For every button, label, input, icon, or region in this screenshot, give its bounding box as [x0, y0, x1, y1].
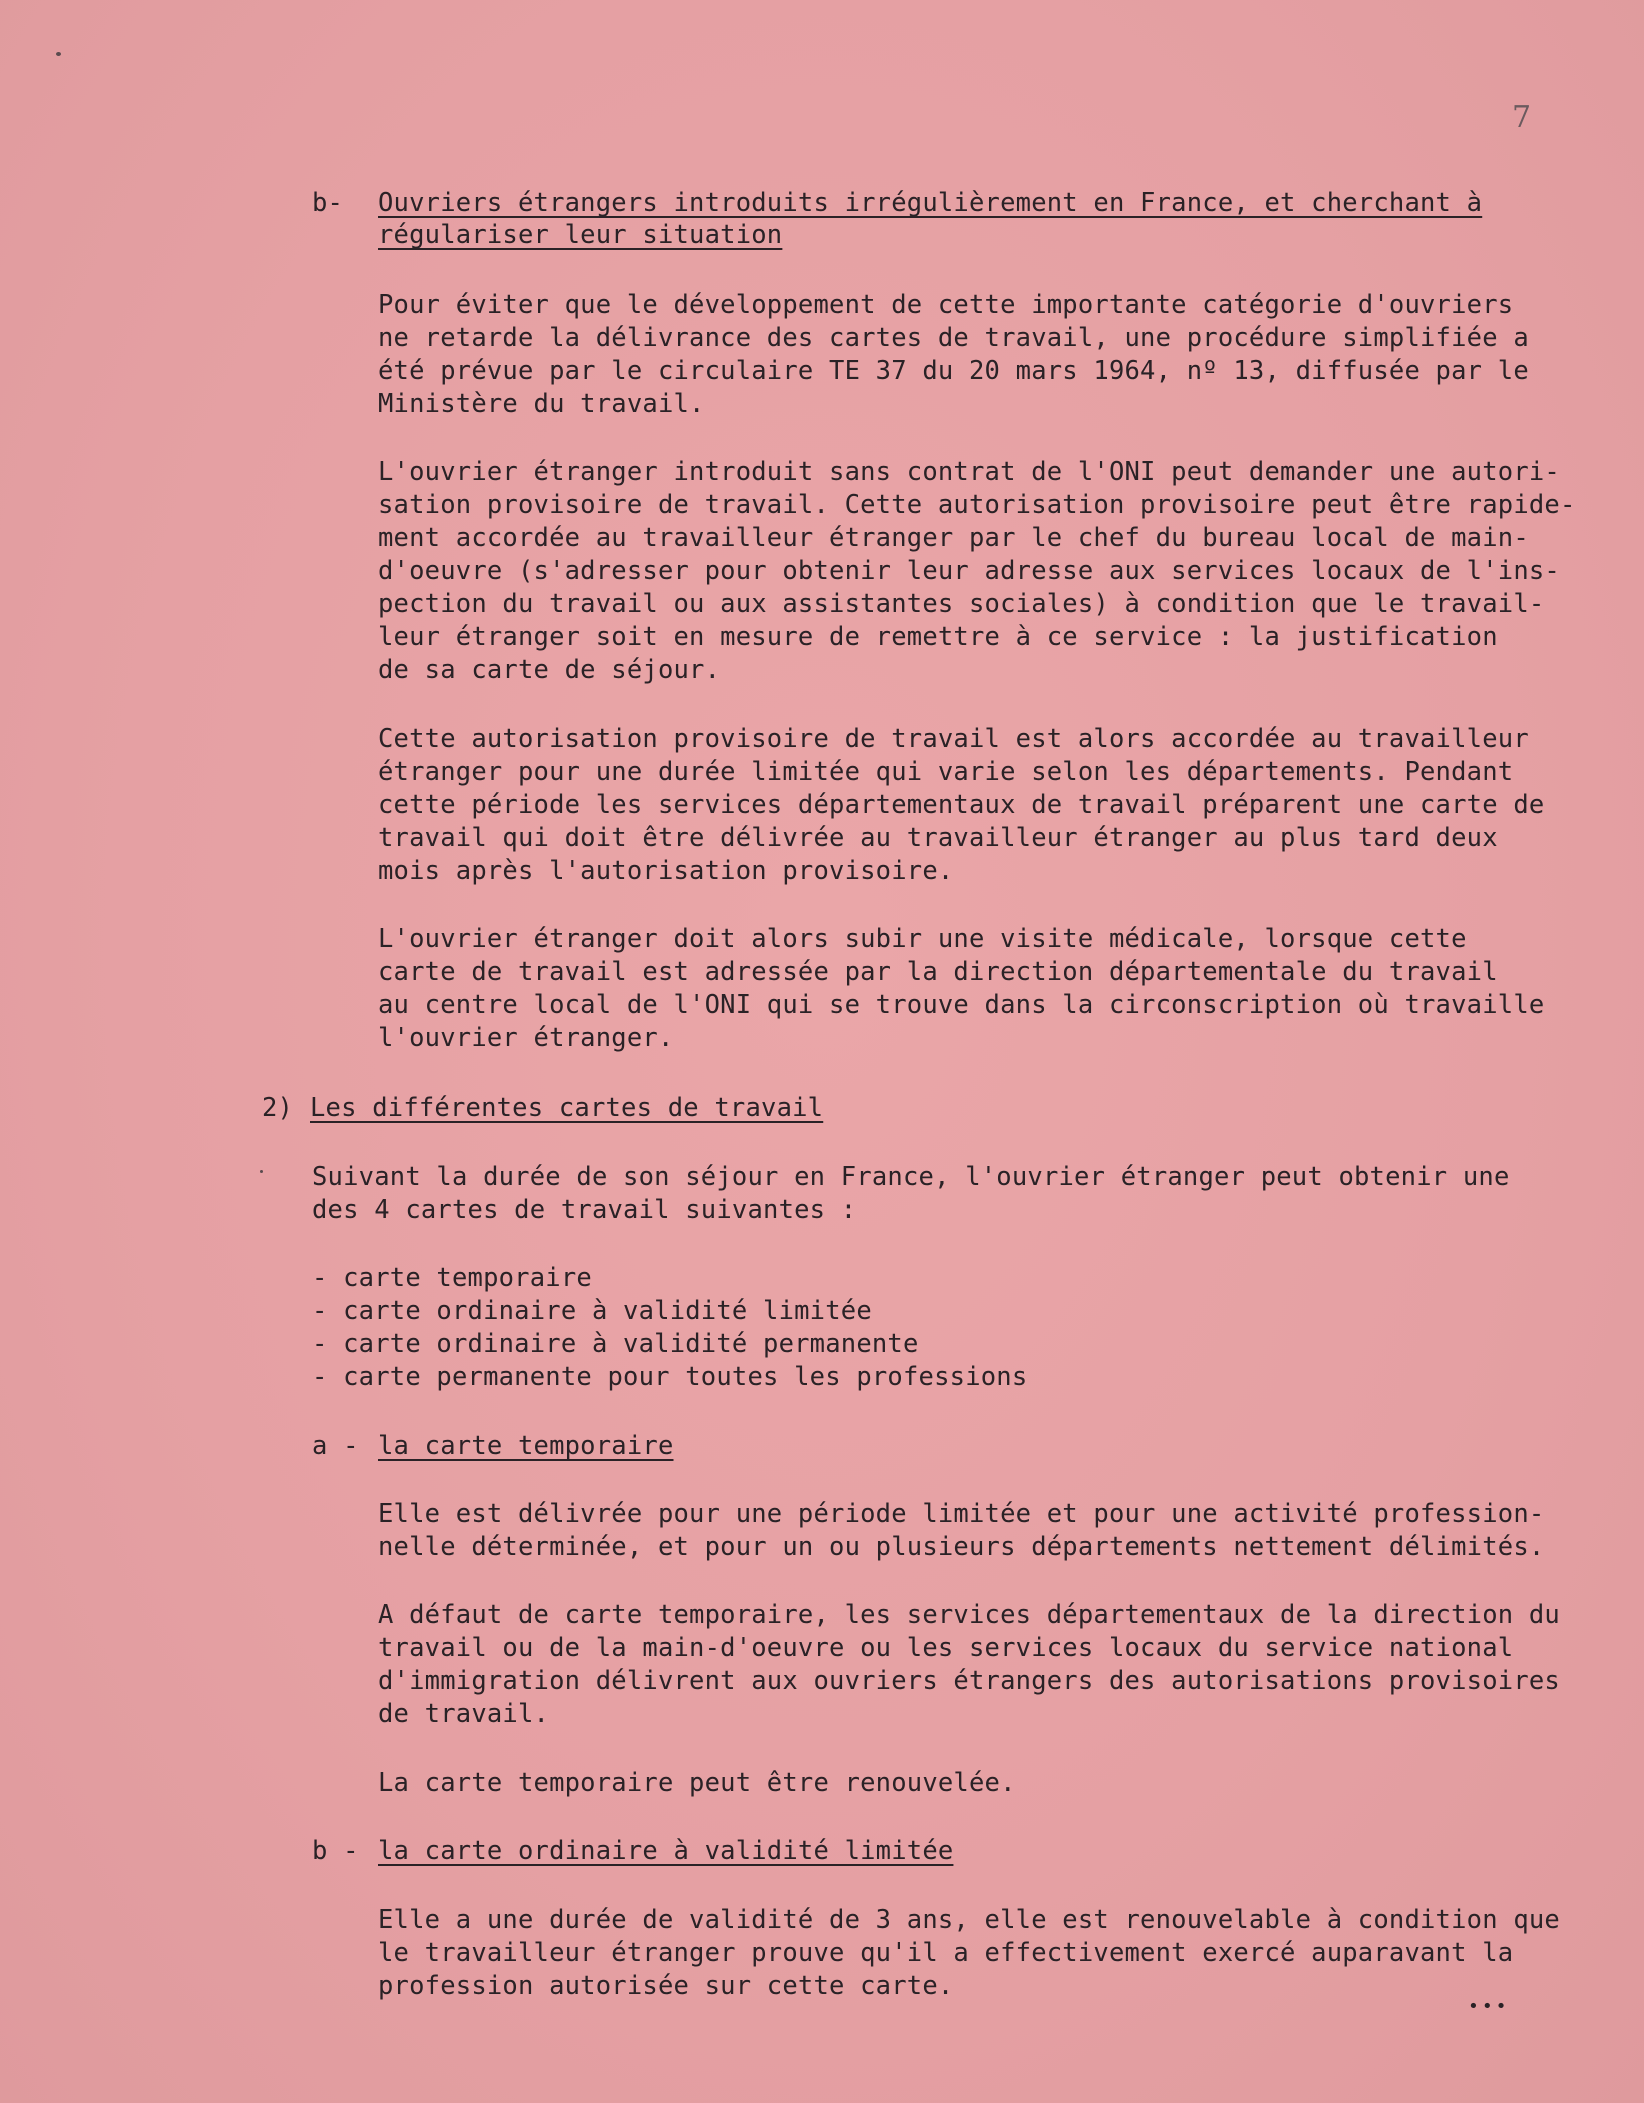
paragraph-line: ment accordée au travailleur étranger par le chef du bureau local de main- — [378, 523, 1529, 553]
paragraph-line: mois après l'autorisation provisoire. — [378, 856, 954, 886]
paragraph-line: La carte temporaire peut être renouvelée. — [378, 1768, 1016, 1798]
paragraph-line: A défaut de carte temporaire, les services départementaux de la direction du — [378, 1600, 1560, 1630]
list-item: - carte ordinaire à validité permanente — [312, 1329, 919, 1359]
paragraph-line: d'immigration délivrent aux ouvriers étrangers des autorisations provisoires — [378, 1666, 1560, 1696]
paragraph-line: L'ouvrier étranger introduit sans contrat de l'ONI peut demander une autori- — [378, 457, 1560, 487]
paragraph-line: Elle est délivrée pour une période limitée et pour une activité profession- — [378, 1499, 1545, 1529]
continuation-dots: ••• — [1468, 1996, 1510, 2017]
paragraph-line: nelle déterminée, et pour un ou plusieurs départements nettement délimités. — [378, 1532, 1545, 1562]
section-2-marker: 2) — [262, 1093, 294, 1123]
list-item: - carte temporaire — [312, 1263, 592, 1293]
paragraph-line: sation provisoire de travail. Cette autorisation provisoire peut être rapide- — [378, 490, 1576, 520]
subsection-b-heading: la carte ordinaire à validité limitée — [378, 1836, 954, 1866]
paragraph-line: de sa carte de séjour. — [378, 655, 721, 685]
paragraph-line: étranger pour une durée limitée qui varie selon les départements. Pendant — [378, 757, 1514, 787]
paragraph-line: d'oeuvre (s'adresser pour obtenir leur adresse aux services locaux de l'ins- — [378, 556, 1560, 586]
paragraph-line: L'ouvrier étranger doit alors subir une visite médicale, lorsque cette — [378, 924, 1467, 954]
list-item: - carte ordinaire à validité limitée — [312, 1296, 872, 1326]
section-b-heading-line-2: régulariser leur situation — [378, 220, 783, 250]
list-item: - carte permanente pour toutes les professions — [312, 1362, 1028, 1392]
paragraph-line: Suivant la durée de son séjour en France, l'ouvrier étranger peut obtenir une — [312, 1162, 1510, 1192]
paragraph-line: été prévue par le circulaire TE 37 du 20 mars 1964, nº 13, diffusée par le — [378, 356, 1529, 386]
paragraph-line: l'ouvrier étranger. — [378, 1023, 674, 1053]
paragraph-line: Pour éviter que le développement de cette importante catégorie d'ouvriers — [378, 290, 1514, 320]
subsection-b-marker: b - — [312, 1836, 359, 1866]
section-b-heading-line-1: Ouvriers étrangers introduits irrégulièrement en France, et cherchant à — [378, 188, 1483, 218]
paragraph-line: Elle a une durée de validité de 3 ans, elle est renouvelable à condition que — [378, 1905, 1560, 1935]
paragraph-line: des 4 cartes de travail suivantes : — [312, 1195, 857, 1225]
section-2-heading: Les différentes cartes de travail — [310, 1093, 824, 1123]
subsection-a-heading: la carte temporaire — [378, 1431, 674, 1461]
paragraph-line: au centre local de l'ONI qui se trouve dans la circonscription où travaille — [378, 990, 1545, 1020]
subsection-a-marker: a - — [312, 1431, 359, 1461]
paragraph-line: pection du travail ou aux assistantes sociales) à condition que le travail- — [378, 589, 1545, 619]
paragraph-line: travail ou de la main-d'oeuvre ou les services locaux du service national — [378, 1633, 1514, 1663]
ink-speck — [260, 1170, 263, 1173]
paragraph-line: travail qui doit être délivrée au travailleur étranger au plus tard deux — [378, 823, 1498, 853]
paragraph-line: profession autorisée sur cette carte. — [378, 1971, 954, 2001]
paragraph-line: Ministère du travail. — [378, 389, 705, 419]
paragraph-line: carte de travail est adressée par la direction départementale du travail — [378, 957, 1498, 987]
paragraph-line: le travailleur étranger prouve qu'il a effectivement exercé auparavant la — [378, 1938, 1514, 1968]
ink-speck — [56, 52, 61, 56]
paragraph-line: cette période les services départementaux de travail préparent une carte de — [378, 790, 1545, 820]
paragraph-line: Cette autorisation provisoire de travail est alors accordée au travailleur — [378, 724, 1529, 754]
paragraph-line: leur étranger soit en mesure de remettre à ce service : la justification — [378, 622, 1498, 652]
page-number: 7 — [1512, 100, 1532, 135]
paragraph-line: ne retarde la délivrance des cartes de travail, une procédure simplifiée a — [378, 323, 1529, 353]
paragraph-line: de travail. — [378, 1699, 550, 1729]
section-b-marker: b- — [312, 188, 344, 218]
